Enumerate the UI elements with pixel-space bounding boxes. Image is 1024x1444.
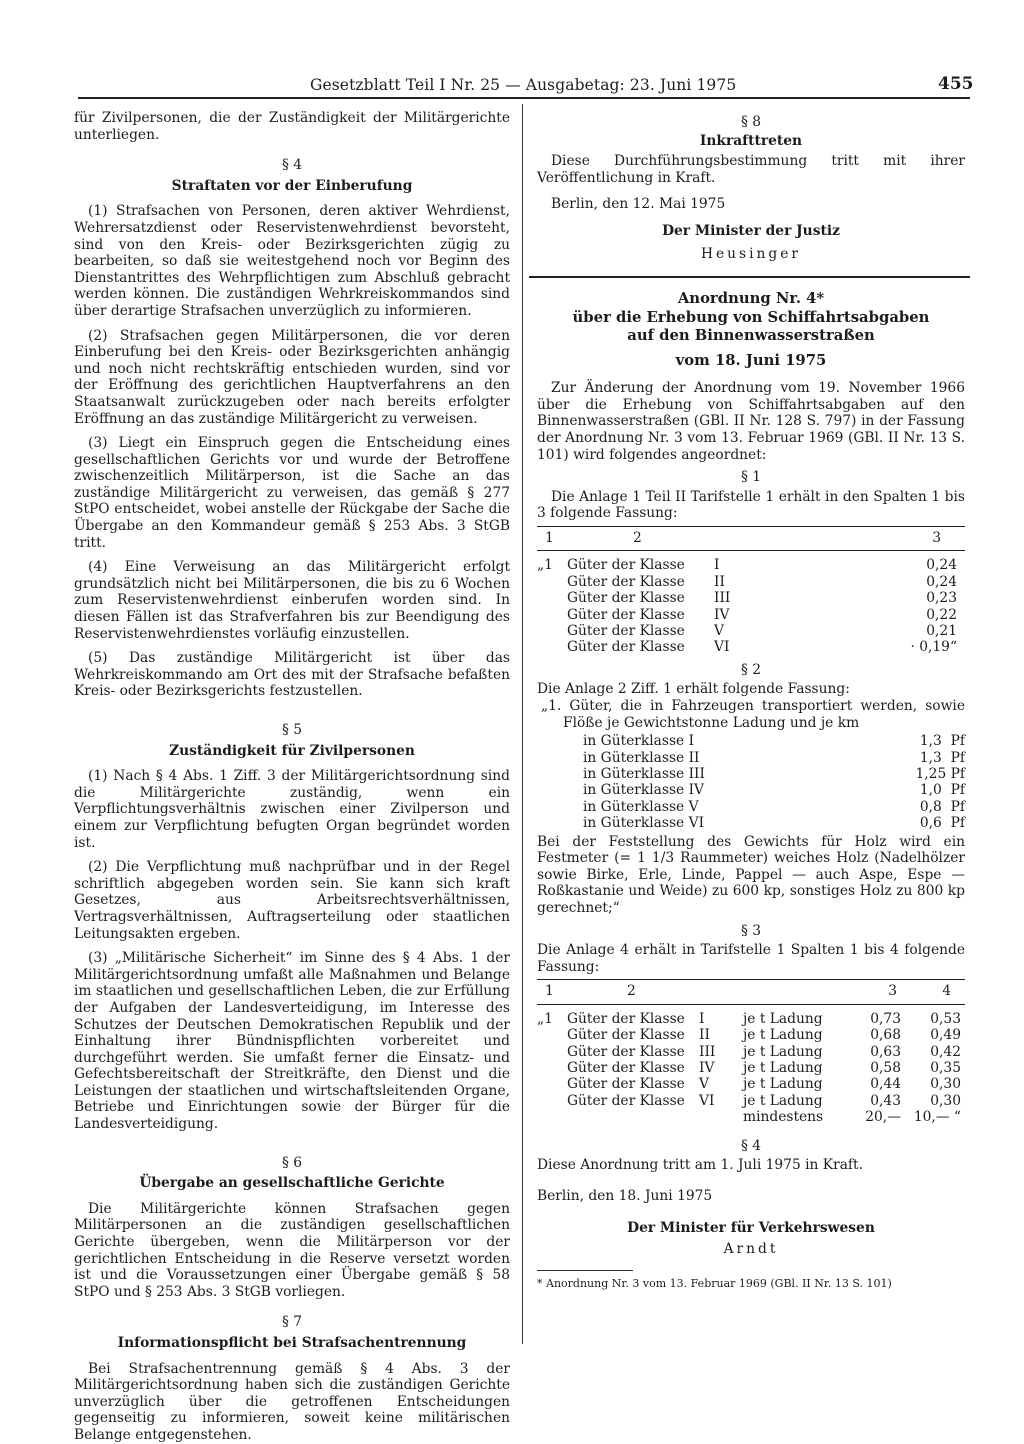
table-row [537,1060,965,1076]
article-4-number: § 4 [740,1137,762,1154]
tariff-table-2 [537,979,965,1125]
row-value-col4: 0,42 [930,1043,961,1060]
row-label: Güter der Klasse [567,573,685,590]
row-unit: je t Ladung [743,1092,823,1109]
section-6-title: Übergabe an gesellschaftliche Gerichte [139,1175,445,1192]
column-header: 2 [567,980,699,1004]
row-value-col3: 0,58 [870,1059,901,1076]
rate-label: in Güterklasse II [583,749,700,766]
row-label: Güter der Klasse [567,1010,685,1027]
row-value-col4: 0,30 [930,1092,961,1109]
table-header-row [537,526,965,550]
section-4-number: § 4 [281,157,303,174]
row-marker [537,1093,567,1109]
section-5-para-2: (2) Die Verpflichtung muß nachprüfbar und in der Regel schriftlich abgegeben worden sein. Sie kann sich kraft Gesetzes, aus Arbeitsrechtsverhältnissen, Vertragsverhältnissen, Auftragserteilung oder staatlichen Leitungsakten ergeben. [74,859,510,942]
row-marker [537,1076,567,1092]
row-class: IV [699,1059,715,1076]
row-unit: je t Ladung [743,1076,823,1093]
running-header: Gesetzblatt Teil I Nr. 25 — Ausgabetag: 23. Juni 1975 [310,76,737,94]
column-header: 1 [537,980,567,1004]
row-class: VI [714,639,730,656]
list-item [583,750,965,766]
left-column [74,110,510,1444]
row-marker: „1 [537,557,553,574]
tariff-table-2-body [537,1004,965,1125]
rate-label: in Güterklasse I [583,733,695,750]
section-8-para-1: Diese Durchführungsbestimmung tritt mit ihrer Veröffentlichung in Kraft. [537,153,965,186]
row-marker: „1 [537,1010,553,1027]
row-class: IV [714,606,730,623]
rate-label: in Güterklasse V [583,798,699,815]
row-value-col4: 10,— “ [913,1109,961,1126]
section-4-para-5: (5) Das zuständige Militärgericht ist über das Wehrkreiskommando am Ort des mit der Strafsache befaßten Kreis- oder Bezirksgerichts festzustellen. [74,650,510,700]
row-class: II [714,573,725,590]
section-5-title: Zuständigkeit für Zivilpersonen [169,742,415,759]
row-value-col3: 0,63 [870,1043,901,1060]
section-8-signer-title: Der Minister der Justiz [662,222,840,239]
row-label: Güter der Klasse [567,1027,685,1044]
freight-rate-list [583,733,965,831]
announcement-title-line-1: Anordnung Nr. 4* [677,290,825,308]
announcement-date: vom 18. Juni 1975 [675,351,827,369]
row-value-col4: 0,30 [930,1076,961,1093]
section-8-signer-name: Heusinger [700,245,802,262]
rate-value: 0,8 Pf [919,798,965,815]
table-row [537,607,965,623]
column-header: 4 [909,980,965,1004]
article-2-item: „1. Güter, die in Fahrzeugen transportiert werden, sowie Flöße je Gewichtstonne Ladung und je km [541,697,965,731]
row-marker [537,574,567,590]
section-4-para-3: (3) Liegt ein Einspruch gegen die Entscheidung eines gesellschaftlichen Gerichts vor und wurde der Betroffene zwischenzeitlich Militärperson, ist die Sache an das zuständige Militärgericht zu verweisen, das gemäß § 277 StPO entscheidet, wobei anstelle der Rückgabe der Sache die Übergabe an den Kommandeur gemäß § 253 Abs. 3 StGB tritt. [74,435,510,551]
section-7-title: Informationspflicht bei Strafsachentrennung [117,1335,467,1351]
row-marker [537,623,567,639]
row-value-col3: 0,43 [870,1092,901,1109]
table-row [537,639,965,655]
tariff-table-1-body [537,551,965,656]
tariff-table-1 [537,526,965,656]
section-4-para-1: (1) Strafsachen von Personen, deren aktiver Wehrdienst, Wehrersatzdienst oder Reservistenwehrdienst bevorsteht, sind von den Kreis- oder Bezirksgerichten zügig zu bearbeiten, so daß sie weitestgehend noch vor Beginn des Dienstantrittes des Wehrpflichtigen zum Abschluß gebracht werden können. Die zuständigen Wehrkreiskommandos sind über derartige Strafsachen unverzüglich zu informieren. [74,203,510,319]
section-6-para-1: Die Militärgerichte können Strafsachen gegen Militärpersonen an die zuständigen gesellschaftlichen Gerichte übergeben, wenn die Militärperson vor der gerichtlichen Entscheidung in die Reserve versetzt worden ist und die Voraussetzungen einer Übergabe gemäß § 58 StPO und § 253 Abs. 3 StGB vorliegen. [74,1200,510,1300]
continuation-text: für Zivilpersonen, die der Zuständigkeit der Militärgerichte unterliegen. [74,110,510,143]
row-value-col4: 0,53 [930,1010,961,1027]
section-7-number: § 7 [281,1314,303,1331]
row-unit: je t Ladung [743,1027,823,1044]
row-value-col3: 0,68 [870,1027,901,1044]
row-class: V [714,622,724,639]
row-marker [537,607,567,623]
table-row [537,1093,965,1109]
row-marker [537,1044,567,1060]
row-marker [537,590,567,606]
row-class: III [714,590,731,607]
table-row [537,1004,965,1027]
right-column [537,114,965,1290]
section-4-para-2: (2) Strafsachen gegen Militärpersonen, die vor deren Einberufung bei den Kreis- oder Bezirksgerichten anhängig und noch nicht rechtskräftig entschieden wurden, sind vor der Eröffnung des gerichtlichen Hauptverfahrens an den Staatsanwalt zurückzugeben oder nach bereits erfolgter Eröffnung an das zuständige Militärgericht zu verweisen. [74,327,510,427]
article-1-text: Die Anlage 1 Teil II Tarifstelle 1 erhält in den Spalten 1 bis 3 folgende Fassung: [537,488,965,522]
announcement-divider [529,276,970,278]
section-8-title: Inkrafttreten [699,132,803,149]
row-label: Güter der Klasse [567,639,685,656]
row-value: 0,24 [926,573,957,590]
row-label [567,1109,699,1125]
row-unit: je t Ladung [743,1010,823,1027]
table-row [537,551,965,574]
article-4-place-date: Berlin, den 18. Juni 1975 [537,1187,713,1204]
row-label: Güter der Klasse [567,606,685,623]
table-row [537,1076,965,1092]
table-row [537,1027,965,1043]
row-class [699,1109,743,1125]
row-value: 0,21 [926,622,957,639]
section-7-para-1: Bei Strafsachentrennung gemäß § 4 Abs. 3 der Militärgerichtsordnung haben sich die zuständigen Gerichte unverzüglich über die getroffenen Entscheidungen gegenseitig zu informieren, soweit keine militärischen Belange entgegenstehen. [74,1360,510,1443]
article-4-signer-title: Der Minister für Verkehrswesen [627,1220,875,1237]
row-class: II [699,1027,710,1044]
row-value: 0,22 [926,606,957,623]
article-2-note: Bei der Feststellung des Gewichts für Holz wird ein Festmeter (= 1 1/3 Raummeter) weiches Holz (Nadelhölzer sowie Birke, Erle, Linde, Pappel — auch Aspe, Espe — Roßkastanie und Weide) zu 600 kp, sonstiges Holz zu 800 kp gerechnet;“ [537,833,965,916]
row-class: V [699,1076,709,1093]
row-value-col4: 0,35 [930,1059,961,1076]
row-value-col3: 0,73 [870,1010,901,1027]
row-label: Güter der Klasse [567,1059,685,1076]
row-label: Güter der Klasse [567,622,685,639]
announcement-intro: Zur Änderung der Anordnung vom 19. November 1966 über die Erhebung von Schiffahrtsabgaben auf den Binnenwasserstraßen (GBl. II Nr. 128 S. 797) in der Fassung der Anordnung Nr. 3 vom 13. Februar 1969 (GBl. II Nr. 13 S. 101) wird folgendes angeordnet: [537,380,965,463]
row-label: Güter der Klasse [567,1092,685,1109]
section-8-number: § 8 [740,114,762,130]
row-unit: mindestens [743,1109,824,1126]
list-item [583,815,965,831]
row-class: I [699,1010,705,1027]
row-unit: je t Ladung [743,1059,823,1076]
section-5-number: § 5 [281,722,303,738]
row-unit: je t Ladung [743,1043,823,1060]
rate-label: in Güterklasse III [583,765,705,782]
column-divider [522,104,523,1344]
article-1-number: § 1 [740,469,762,486]
list-item [583,766,965,782]
row-value-col3: 0,44 [870,1076,901,1093]
table-row [537,574,965,590]
rate-label: in Güterklasse VI [583,815,705,832]
row-value-col4: 0,49 [930,1027,961,1044]
section-5-para-1: (1) Nach § 4 Abs. 1 Ziff. 3 der Militärgerichtsordnung sind die Militärgerichte zuständig, wenn ein Verpflichtungsverhältnis zwischen einer Zivilperson und einem zur Verpflichtung befugten Organ begründet worden ist. [74,768,510,851]
row-value-col3: 20,— [865,1109,901,1126]
footnote-rule [537,1270,633,1271]
rate-value: 1,3 Pf [919,749,965,766]
section-5-para-3: (3) „Militärische Sicherheit“ im Sinne des § 4 Abs. 1 der Militärgerichtsordnung umfaßt alle Maßnahmen und Belange im staatlichen und gesellschaftlichen Leben, die zur Erfüllung der Aufgaben der Landesverteidigung, im Interesse des Schutzes der Deutschen Demokratischen Republik und der Einhaltung ihrer Bündnispflichten vorbereitet und durchgeführt werden. Sie umfaßt ferner die Einsatz- und Gefechtsbereitschaft der Streitkräfte, den Dienst und die Leistungen der staatlichen und wirtschaftsleitenden Organe, Betriebe und Einrichtungen sowie der Bürger für die Landesverteidigung. [74,950,510,1133]
rate-value: 1,3 Pf [919,733,965,750]
list-item [583,782,965,798]
column-header: 3 [862,526,965,550]
row-value: 0,23 [926,590,957,607]
row-class: I [714,557,720,574]
article-3-text: Die Anlage 4 erhält in Tarifstelle 1 Spalten 1 bis 4 folgende Fassung: [537,942,965,975]
row-marker [537,1027,567,1043]
column-header: 2 [567,526,712,550]
announcement-title-line-2: über die Erhebung von Schiffahrtsabgaben [572,308,930,326]
list-item [583,799,965,815]
row-marker [537,639,567,655]
table-row [537,1044,965,1060]
row-label: Güter der Klasse [567,557,685,574]
section-8-place-date: Berlin, den 12. Mai 1975 [551,196,726,213]
article-4-signer-name: Arndt [723,1240,779,1257]
row-value: 0,24 [926,557,957,574]
rate-value: 0,6 Pf [919,815,965,832]
row-class: VI [699,1092,715,1109]
row-value: · 0,19“ [910,639,957,656]
rate-value: 1,25 Pf [915,765,965,782]
article-4-text: Diese Anordnung tritt am 1. Juli 1975 in Kraft. [537,1157,863,1174]
rate-value: 1,0 Pf [919,782,965,799]
column-header: 3 [851,980,909,1004]
list-item [583,733,965,749]
footnote: * Anordnung Nr. 3 vom 13. Februar 1969 (GBl. II Nr. 13 S. 101) [537,1276,892,1290]
row-label: Güter der Klasse [567,1076,685,1093]
section-4-title: Straftaten vor der Einberufung [171,177,413,194]
article-2-number: § 2 [740,661,762,678]
article-2-text: Die Anlage 2 Ziff. 1 erhält folgende Fassung: [537,681,850,698]
table-row [537,623,965,639]
row-label: Güter der Klasse [567,590,685,607]
row-label: Güter der Klasse [567,1043,685,1060]
announcement-title-line-3: auf den Binnenwasserstraßen [627,327,875,345]
column-header: 1 [537,526,567,550]
row-marker [537,1060,567,1076]
row-marker [537,1109,567,1125]
article-3-number: § 3 [740,922,762,939]
section-4-para-4: (4) Eine Verweisung an das Militärgericht erfolgt grundsätzlich nicht bei Militärpersonen, die bis zu 6 Wochen zum Reservistenwehrdienst einberufen worden sind. In diesen Fällen ist das Strafverfahren bis zur Beendigung des Reservistenwehrdienstes vorläufig einzustellen. [74,559,510,642]
section-6-number: § 6 [281,1154,303,1171]
table-row [537,1109,965,1125]
table-row [537,590,965,606]
page-number: 455 [938,74,974,94]
table-header-row [537,980,965,1004]
rate-label: in Güterklasse IV [583,782,705,799]
row-class: III [699,1043,716,1060]
header-rule [78,97,970,99]
